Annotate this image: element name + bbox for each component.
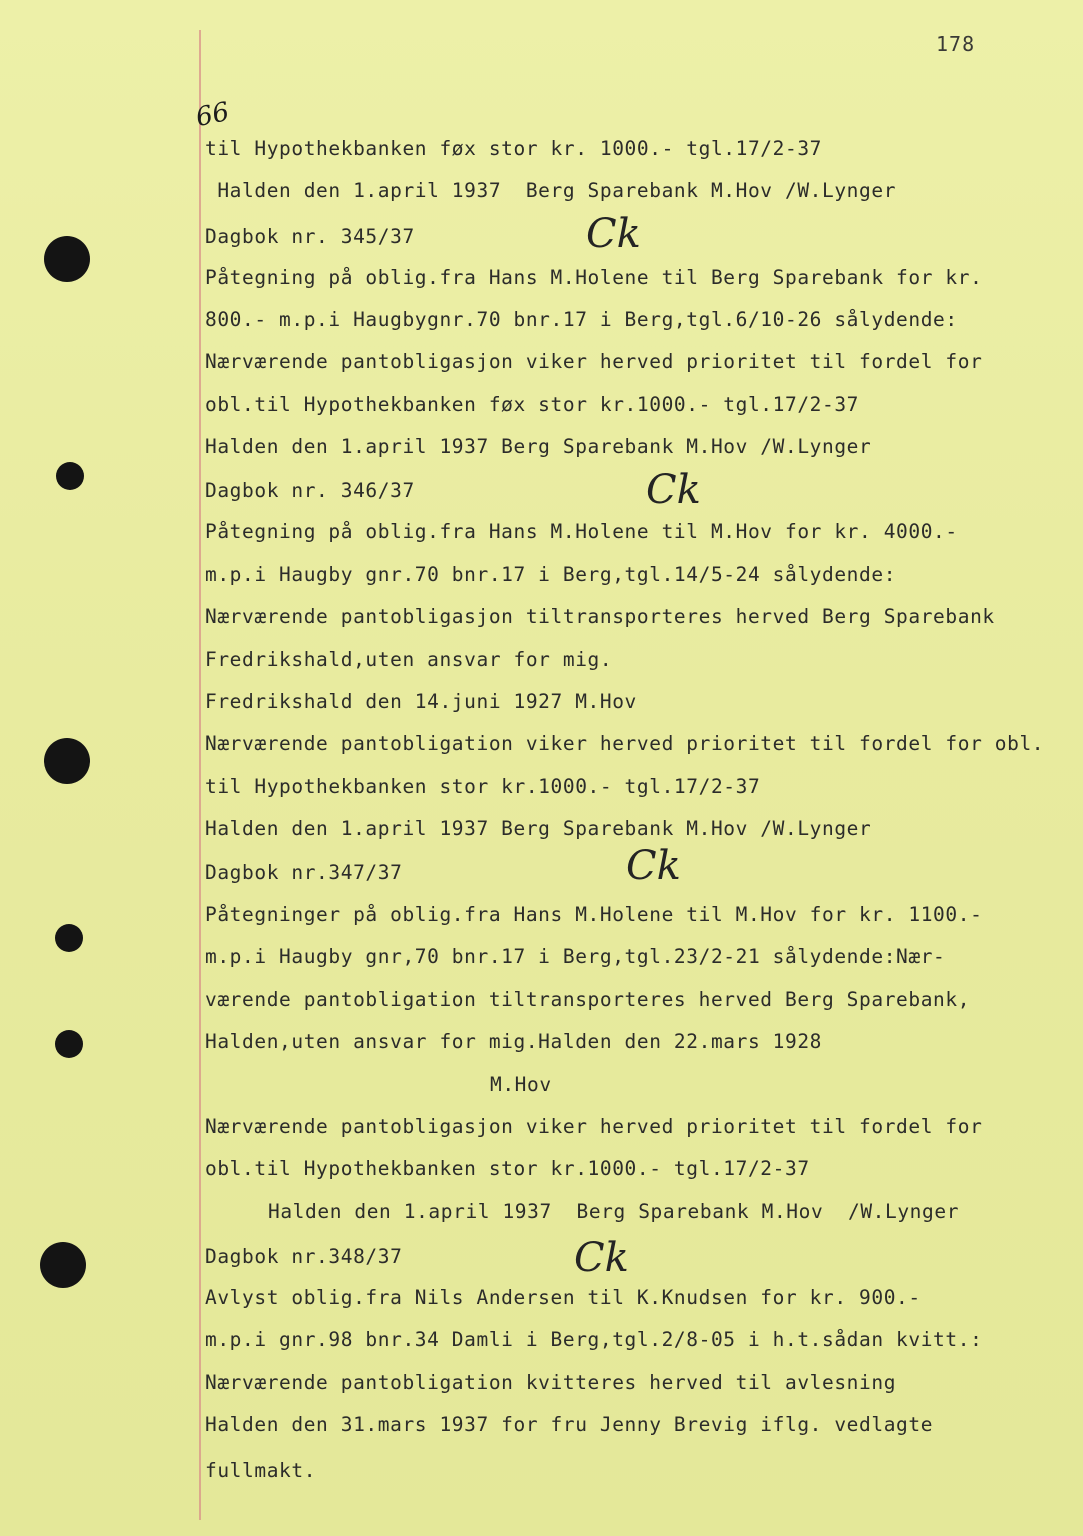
text-line: 800.- m.p.i Haugbygnr.70 bnr.17 i Berg,tgl.6/10-26 sålydende: [205, 308, 958, 331]
initials-signature: Ck [574, 1235, 629, 1281]
text-line: Halden den 31.mars 1937 for fru Jenny Brevig iflg. vedlagte [205, 1413, 934, 1436]
text-line: Fredrikshald den 14.juni 1927 M.Hov [205, 690, 637, 713]
initials-signature: Ck [586, 211, 641, 257]
margin-note: 66 [193, 96, 232, 134]
text-line: til Hypothekbanken føx stor kr. 1000.- tgl.17/2-37 [205, 137, 822, 160]
initials-signature: Ck [626, 843, 681, 889]
initials-signature: Ck [646, 467, 701, 513]
text-line: m.p.i gnr.98 bnr.34 Damli i Berg,tgl.2/8-05 i h.t.sådan kvitt.: [205, 1328, 983, 1351]
text-line: m.p.i Haugby gnr.70 bnr.17 i Berg,tgl.14/5-24 sålydende: [205, 563, 897, 586]
text-line: Halden den 1.april 1937 Berg Sparebank M.Hov /W.Lynger [205, 435, 872, 458]
text-line: Dagbok nr. 345/37 [205, 225, 415, 248]
page-number: 178 [936, 32, 976, 56]
text-line: Avlyst oblig.fra Nils Andersen til K.Knudsen for kr. 900.- [205, 1286, 921, 1309]
text-line: Nærværende pantobligasjon viker herved prioritet til fordel for [205, 350, 983, 373]
text-line: Nærværende pantobligation kvitteres herved til avlesning [205, 1371, 897, 1394]
text-line: Dagbok nr. 346/37 [205, 479, 415, 502]
text-line: Halden den 1.april 1937 Berg Sparebank M.Hov /W.Lynger [205, 817, 872, 840]
text-line: Nærværende pantobligation viker herved prioritet til fordel for obl. [205, 732, 1045, 755]
text-line: Dagbok nr.348/37 [205, 1245, 403, 1268]
text-line: Dagbok nr.347/37 [205, 861, 403, 884]
text-line: Halden den 1.april 1937 Berg Sparebank M.Hov /W.Lynger [268, 1200, 960, 1223]
text-line: Halden den 1.april 1937 Berg Sparebank M.Hov /W.Lynger [205, 179, 897, 202]
text-line: Påtegning på oblig.fra Hans M.Holene til Berg Sparebank for kr. [205, 266, 983, 289]
text-line: obl.til Hypothekbanken stor kr.1000.- tgl.17/2-37 [205, 1157, 810, 1180]
text-line: Nærværende pantobligasjon tiltransporteres herved Berg Sparebank [205, 605, 995, 628]
text-line: M.Hov [490, 1073, 552, 1096]
text-line: værende pantobligation tiltransporteres herved Berg Sparebank, [205, 988, 971, 1011]
text-line: Nærværende pantobligasjon viker herved prioritet til fordel for [205, 1115, 983, 1138]
text-line: fullmakt. [205, 1459, 317, 1482]
text-line: Påtegninger på oblig.fra Hans M.Holene til M.Hov for kr. 1100.- [205, 903, 983, 926]
text-line: m.p.i Haugby gnr,70 bnr.17 i Berg,tgl.23/2-21 sålydende:Nær- [205, 945, 946, 968]
text-line: til Hypothekbanken stor kr.1000.- tgl.17/2-37 [205, 775, 761, 798]
text-line: Påtegning på oblig.fra Hans M.Holene til M.Hov for kr. 4000.- [205, 520, 958, 543]
text-line: obl.til Hypothekbanken føx stor kr.1000.- tgl.17/2-37 [205, 393, 860, 416]
text-line: Halden,uten ansvar for mig.Halden den 22.mars 1928 [205, 1030, 822, 1053]
text-line: Fredrikshald,uten ansvar for mig. [205, 648, 613, 671]
